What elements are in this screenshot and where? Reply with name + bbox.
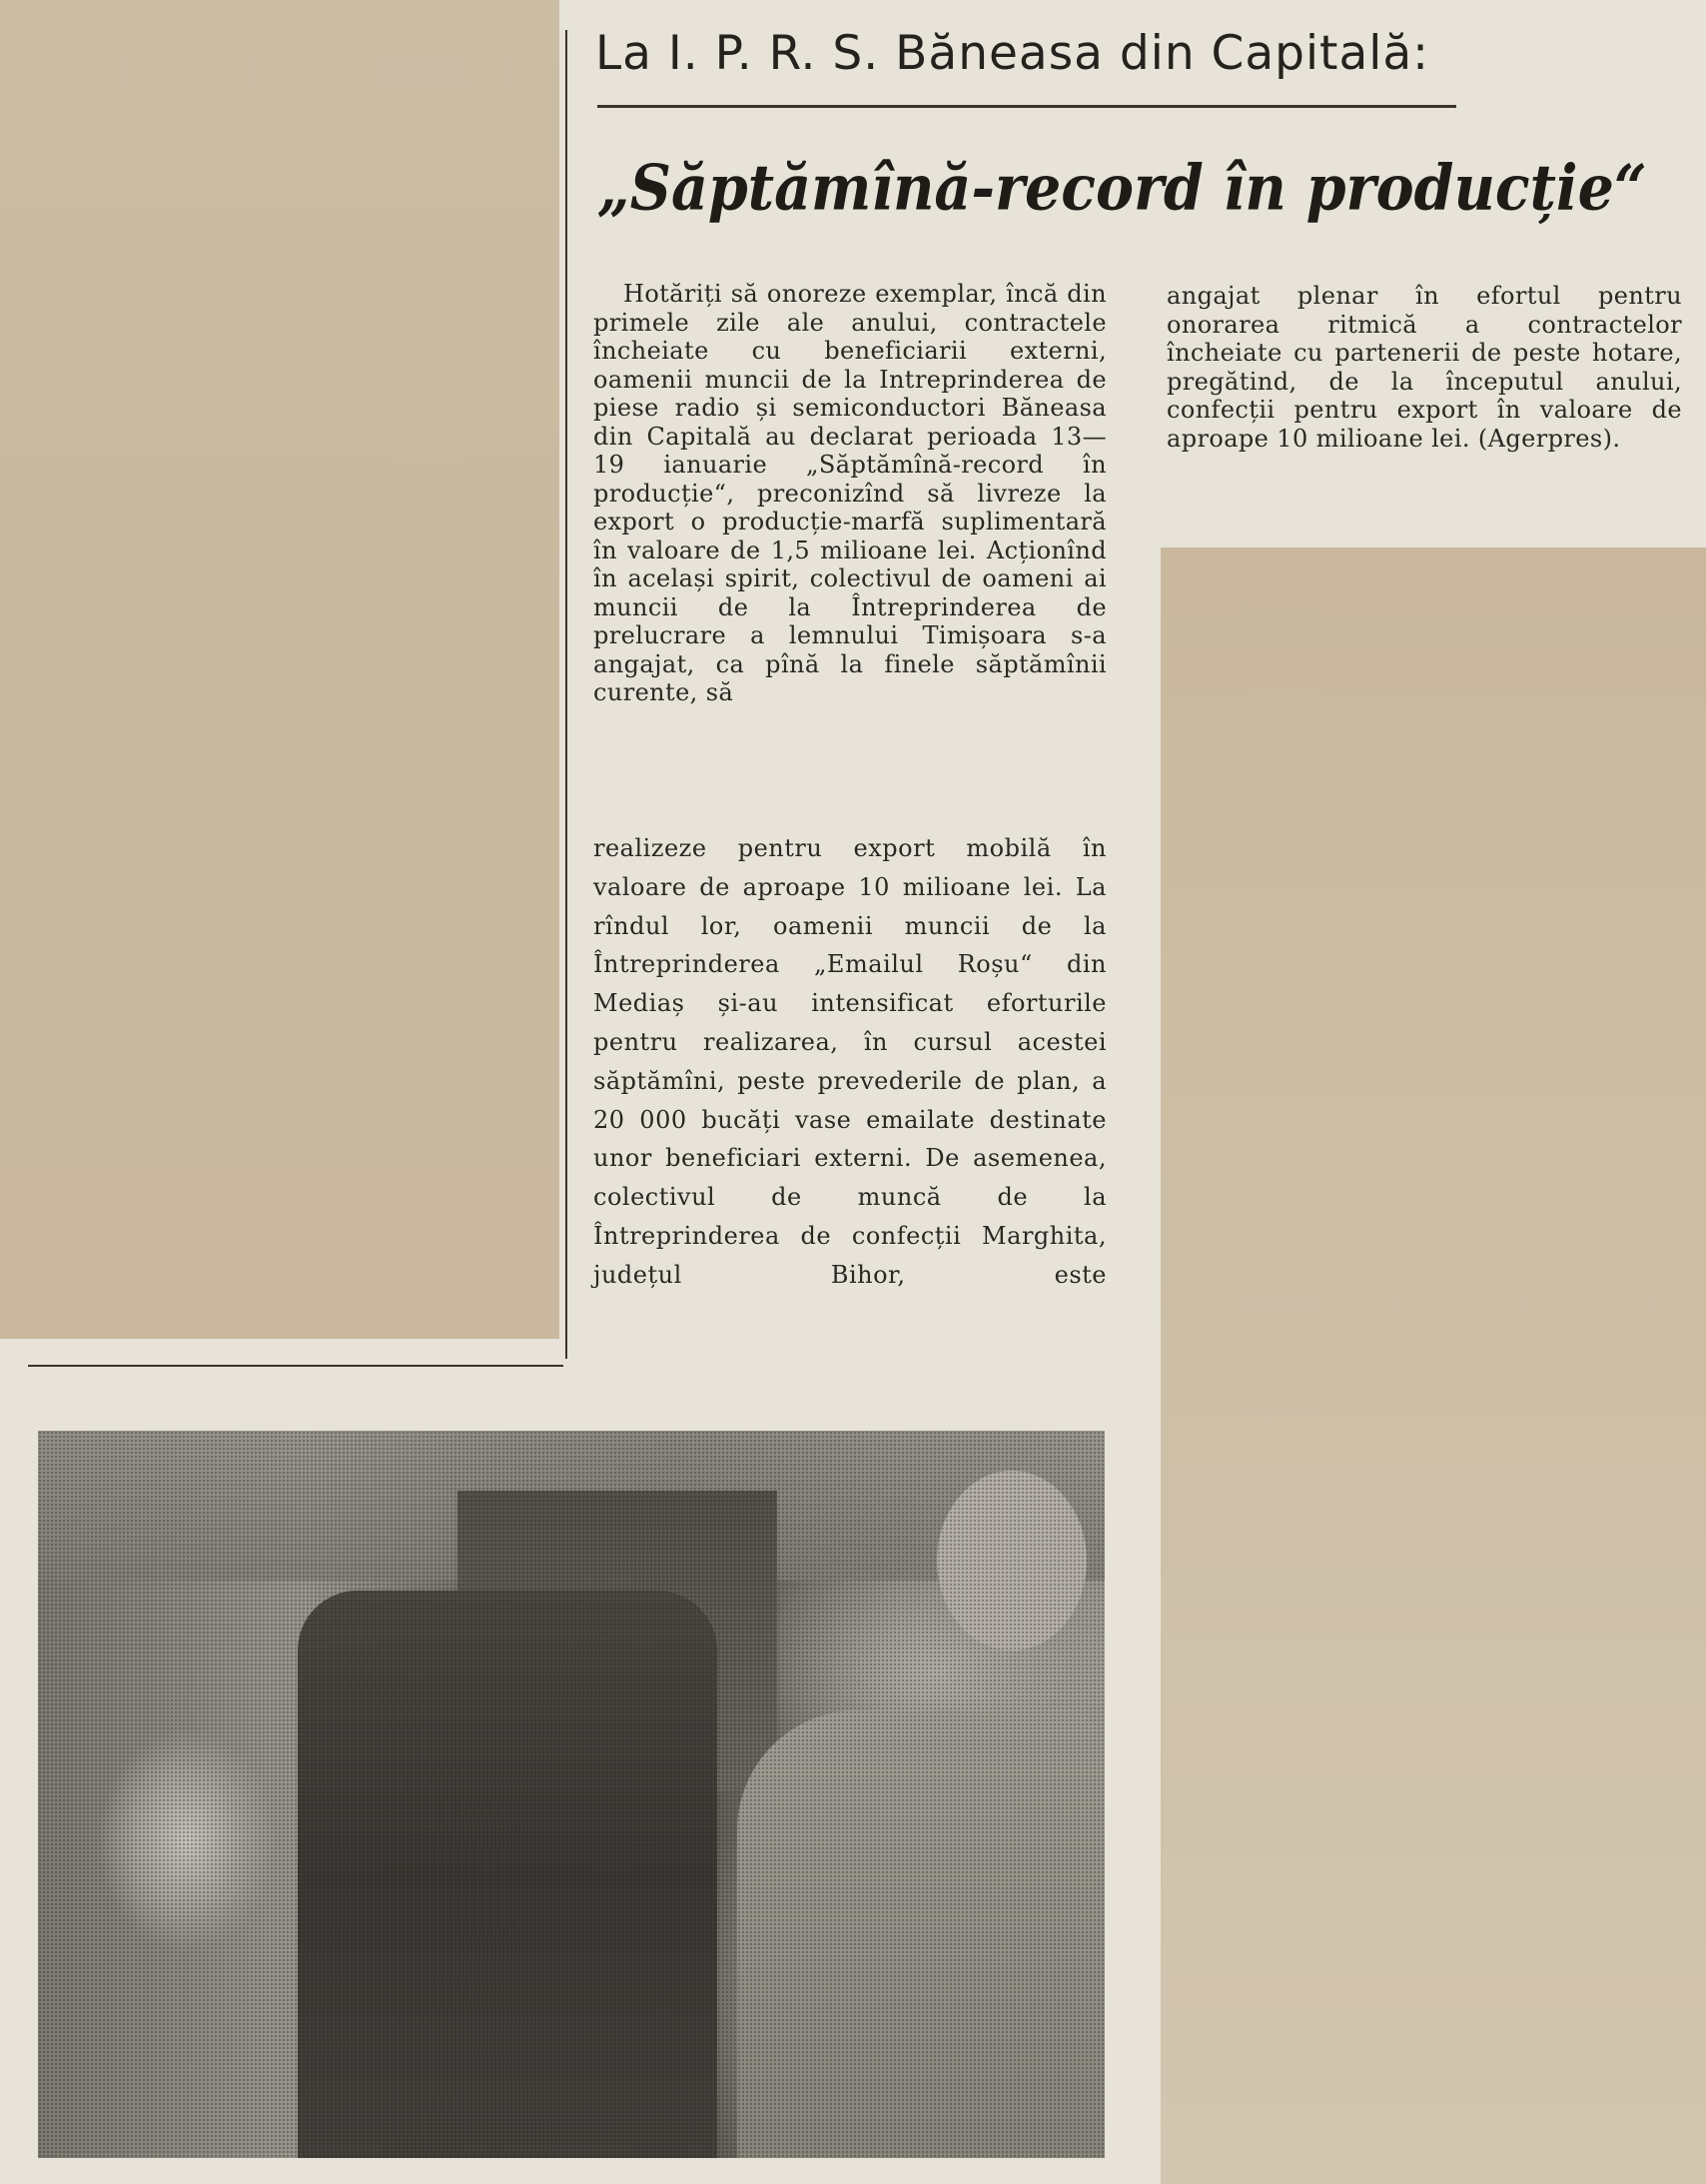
factory-photo xyxy=(38,1431,1105,2158)
section-divider xyxy=(28,1365,563,1367)
article-kicker: La I. P. R. S. Băneasa din Capitală: xyxy=(595,26,1429,81)
article-body-column-2: angajat plenar în efortul pentru onorarea ritmică a contractelor încheiate cu partenerii de peste hotare, pregătind, de la începutul anului, confecții pentru export în valoare de aproape 10 milioane lei. (Agerpres). xyxy=(1167,282,1682,453)
background-left xyxy=(0,0,559,1339)
photo-halftone-texture xyxy=(38,1431,1105,2158)
background-right xyxy=(1161,547,1706,2184)
article-headline: „Săptămînă-record în producție“ xyxy=(597,151,1647,226)
column-divider xyxy=(565,30,567,1359)
kicker-underline xyxy=(597,105,1456,108)
article-body-column-1-lower: realizeze pentru export mobilă în valoare de aproape 10 milioane lei. La rîndul lor, oamenii muncii de la Întreprinderea „Emailul Roșu“ din Mediaș și-au intensificat eforturile pentru realizarea, în cursul acestei săptămîni, peste prevederile de plan, a 20 000 bucăți vase emailate destinate unor beneficiari externi. De asemenea, colectivul de muncă de la Întreprinderea de confecții Marghita, județul Bihor, este xyxy=(593,834,1107,1289)
article-body-column-1-upper: Hotăriți să onoreze exemplar, încă din primele zile ale anului, contractele încheiate cu beneficiarii externi, oamenii muncii de la Intreprinderea de piese radio și semiconductori Băneasa din Capitală au declarat perioada 13—19 ianuarie „Săptămînă-record în producție“, preconizînd să livreze la export o producție-marfă suplimentară în valoare de 1,5 milioane lei. Acționînd în același spirit, colectivul de oameni ai muncii de la Întreprinderea de prelucrare a lemnului Timișoara s-a angajat, ca pînă la finele săptămînii curente, să xyxy=(593,280,1107,706)
